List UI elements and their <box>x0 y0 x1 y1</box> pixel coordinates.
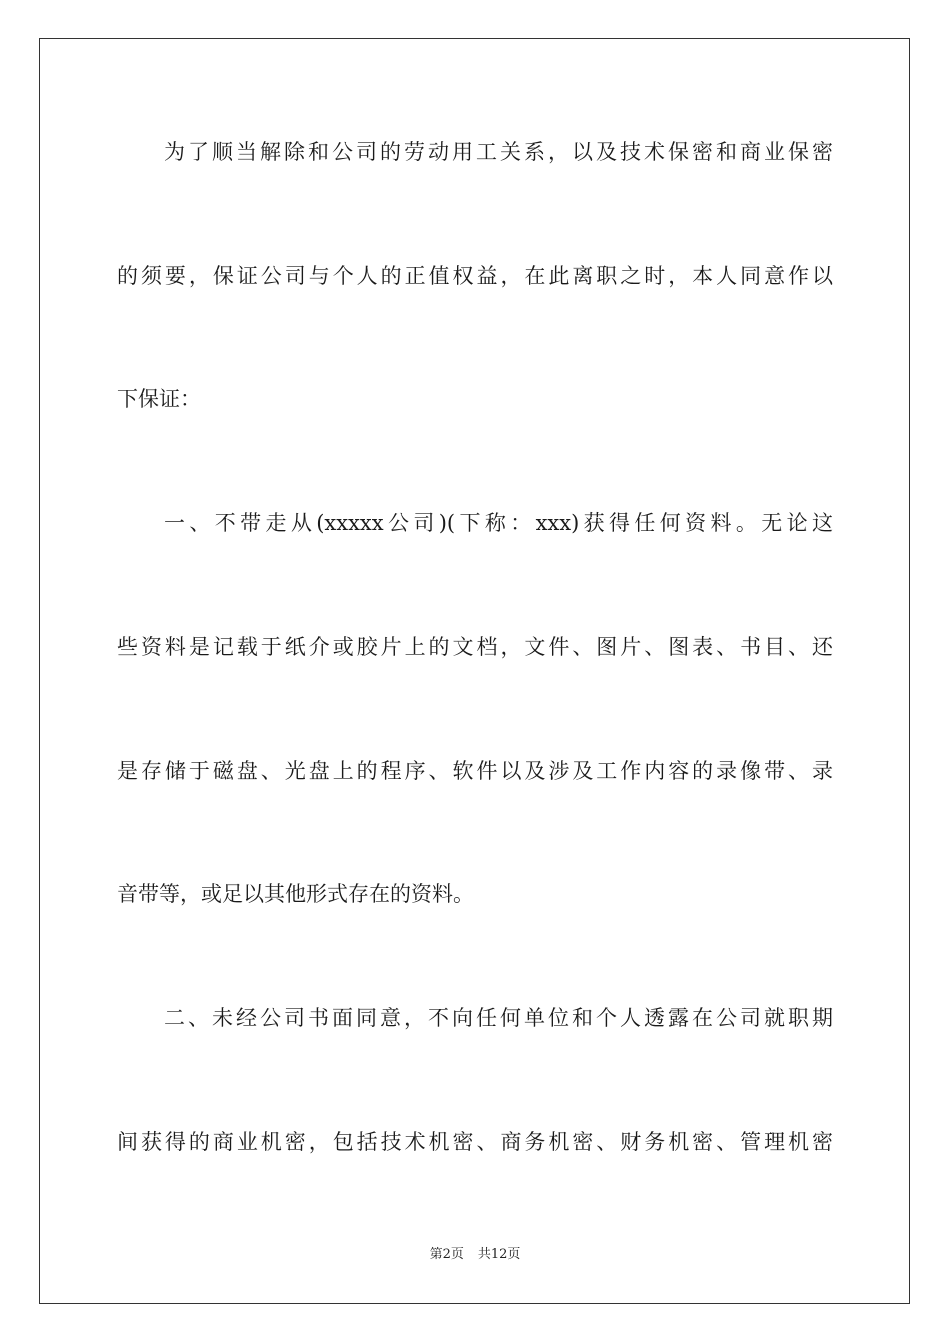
paragraph-line: 间获得的商业机密，包括技术机密、商务机密、财务机密、管理机密 <box>117 1130 833 1154</box>
paragraph-line: 是存储于磁盘、光盘上的程序、软件以及涉及工作内容的录像带、录 <box>117 759 833 783</box>
paragraph-line: 二、未经公司书面同意，不向任何单位和个人透露在公司就职期 <box>164 1006 833 1030</box>
paragraph-line: 些资料是记载于纸介或胶片上的文档，文件、图片、图表、书目、还 <box>117 635 833 659</box>
paragraph-line: 的须要，保证公司与个人的正值权益，在此离职之时，本人同意作以 <box>117 264 833 288</box>
page-footer <box>0 1246 950 1264</box>
paragraph-line: 为了顺当解除和公司的劳动用工关系，以及技术保密和商业保密 <box>164 140 833 164</box>
paragraph-line: 下保证： <box>117 387 201 411</box>
page-border <box>39 38 910 1304</box>
paragraph-line: 一、不带走从(xxxxx公司)(下称：xxx)获得任何资料。无论这 <box>164 511 834 535</box>
page-total: 共12页 <box>477 1247 521 1262</box>
paragraph-line: 音带等，或足以其他形式存在的资料。 <box>117 882 474 906</box>
page-number: 第2页 <box>429 1247 464 1262</box>
